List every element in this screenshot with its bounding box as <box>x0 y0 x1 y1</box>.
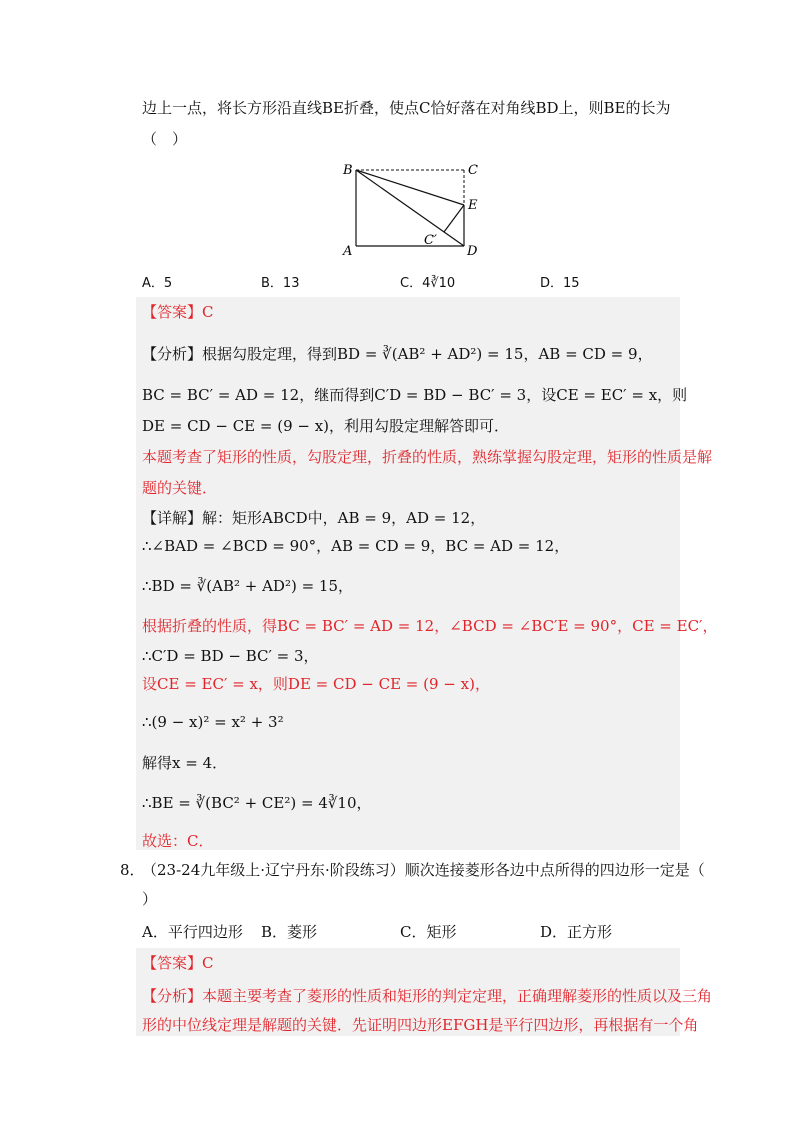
q8-answer: 【答案】C <box>142 954 214 972</box>
segment-c-prime-e <box>444 205 464 232</box>
option-a: A．5 <box>142 276 173 291</box>
label-d: D <box>467 244 478 259</box>
q8-analysis-line1: 【分析】本题主要考查了菱形的性质和矩形的判定定理，正确理解菱形的性质以及三角 <box>142 987 713 1005</box>
rectangle-fold-figure <box>336 160 496 260</box>
q7-detail-line4: 根据折叠的性质，得BC = BC′ = AD = 12，∠BCD = ∠BC′E = 90°，CE = EC′， <box>142 617 718 635</box>
q7-detail-line5: ∴C′D = BD − BC′ = 3， <box>142 647 319 665</box>
q7-analysis-line5: 题的关键． <box>142 479 218 497</box>
option-b: B．13 <box>261 276 300 291</box>
q7-detail-line6: 设CE = EC′ = x，则DE = CD − CE = (9 − x)， <box>142 675 490 693</box>
question-intro-line2: （ ） <box>142 130 188 148</box>
q8-stem-line2: ） <box>142 890 158 908</box>
q7-detail-line9: ∴BE = ∛(BC² + CE²) = 4∛10， <box>142 794 372 812</box>
q7-answer: 【答案】C <box>142 303 214 321</box>
question-intro-line1: 边上一点，将长方形沿直线BE折叠，使点C恰好落在对角线BD上，则BE的长为 <box>142 99 671 117</box>
q7-detail-line1: 【详解】解：矩形ABCD中，AB = 9，AD = 12， <box>142 509 486 527</box>
q7-analysis-line1: 【分析】根据勾股定理，得到BD = ∛(AB² + AD²) = 15，AB = CD = 9， <box>142 345 653 363</box>
label-c-prime: C′ <box>424 233 437 248</box>
q8-analysis-line2: 形的中位线定理是解题的关键．先证明四边形EFGH是平行四边形，再根据有一个角 <box>142 1016 699 1034</box>
q7-analysis-line4: 本题考查了矩形的性质，勾股定理，折叠的性质，熟练掌握勾股定理，矩形的性质是解 <box>142 448 713 466</box>
label-c: C <box>468 163 478 178</box>
q8-option-a: A．平行四边形 <box>142 923 243 941</box>
q7-analysis-line2: BC = BC′ = AD = 12，继而得到C′D = BD − BC′ = 3，设CE = EC′ = x，则 <box>142 386 688 404</box>
q7-detail-line8: 解得x = 4． <box>142 754 228 772</box>
q8-number: 8． <box>120 861 145 879</box>
label-e: E <box>468 198 478 213</box>
label-b: B <box>343 163 353 178</box>
q8-option-b: B．菱形 <box>261 923 318 941</box>
fold-line-be <box>356 170 464 205</box>
q7-detail-line10: 故选：C． <box>142 832 214 850</box>
diagonal-bd <box>356 170 464 246</box>
label-a: A <box>343 244 353 259</box>
q8-stem-line1: （23-24九年级上·辽宁丹东·阶段练习）顺次连接菱形各边中点所得的四边形一定是（ <box>142 861 705 879</box>
q8-option-c: C．矩形 <box>400 923 457 941</box>
option-d: D．15 <box>540 276 580 291</box>
q7-detail-line3: ∴BD = ∛(AB² + AD²) = 15， <box>142 577 353 595</box>
q7-analysis-line3: DE = CD − CE = (9 − x)，利用勾股定理解答即可． <box>142 417 510 435</box>
q7-detail-line2: ∴∠BAD = ∠BCD = 90°，AB = CD = 9，BC = AD = 12， <box>142 537 570 555</box>
q7-detail-line7: ∴(9 − x)² = x² + 3² <box>142 713 284 731</box>
q8-option-d: D．正方形 <box>540 923 613 941</box>
option-c: C．4∛10 <box>400 276 456 291</box>
